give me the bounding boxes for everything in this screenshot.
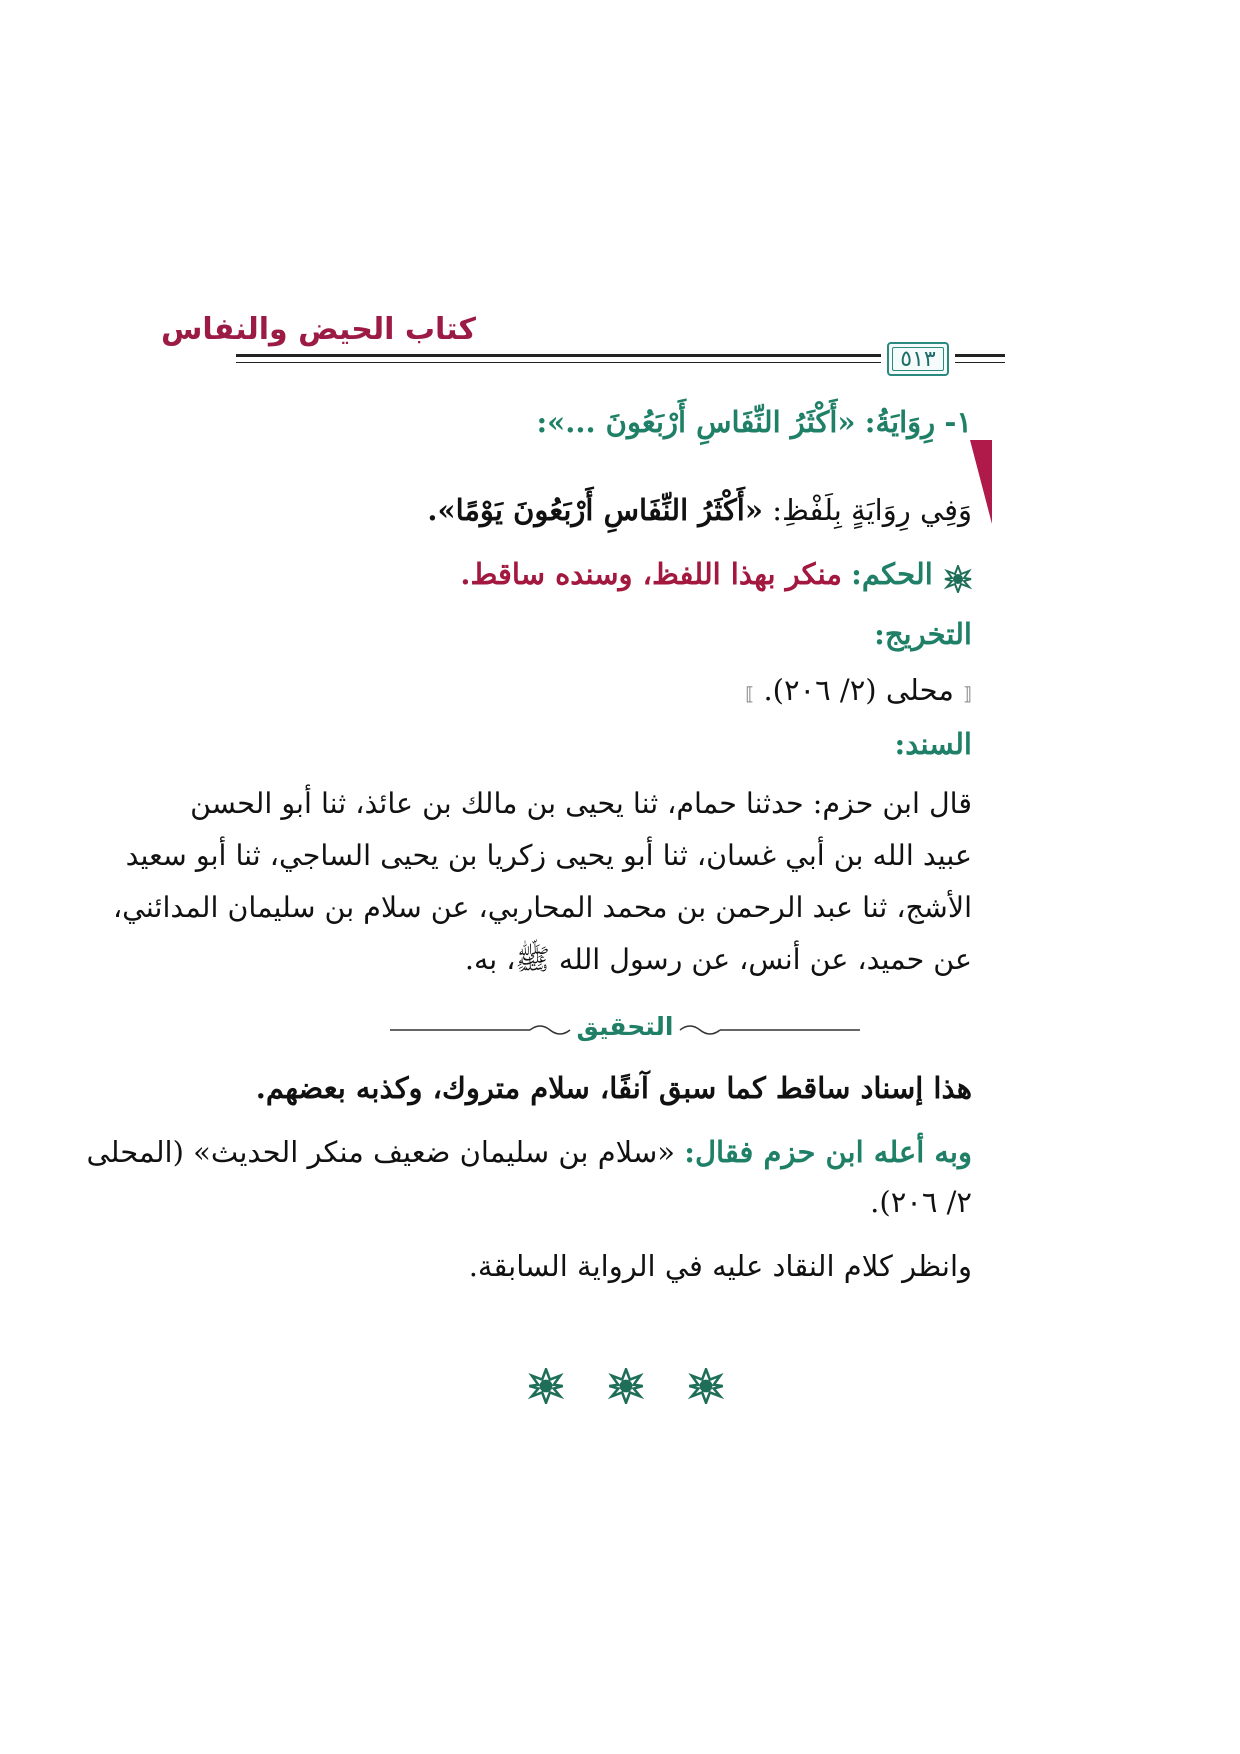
header-rule-right-bottom (955, 362, 1005, 363)
header-rule-right-top (955, 354, 1005, 357)
tahqiq-heading: التحقيق (576, 1012, 674, 1041)
header-rule-top (236, 354, 881, 357)
flower-ornament-icon (528, 1368, 558, 1398)
section-heading (212, 400, 972, 444)
narration-prefix: وَفِي رِوَايَةٍ بِلَفْظِ: (772, 493, 972, 527)
ruling-text: منكر بهذا اللفظ، وسنده ساقط. (460, 557, 842, 591)
illa-line-1 (86, 1130, 972, 1174)
sanad-line: عبيد الله بن أبي غسان، ثنا أبو يحيى زكريا بن يحيى الساجي، ثنا أبو سعيد (125, 839, 972, 872)
tahqiq-divider (390, 1010, 860, 1050)
page-number: ٥١٣ (900, 346, 936, 372)
ornate-bracket-icon: ⟦ (963, 684, 972, 705)
ornate-bracket-icon: ⟧ (745, 684, 755, 705)
takhrij-source: محلى (٢/ ٢٠٦). (763, 673, 954, 707)
takhrij-heading: التخريج: (874, 617, 972, 651)
flower-ornament-icon (942, 561, 972, 591)
riwaya-label: رِوَايَةُ: (864, 405, 936, 439)
illa-line-2: ٢/ ٢٠٦). (870, 1185, 972, 1219)
illa-text: «سلام بن سليمان ضعيف منكر الحديث» (المحلى (86, 1135, 676, 1169)
flower-ornament-icon (608, 1368, 638, 1398)
narration-text: «أَكْثَرُ النِّفَاسِ أَرْبَعُونَ يَوْمًا». (427, 493, 763, 527)
narration-line (212, 488, 972, 532)
book-title: كتاب الحيض والنفاس (160, 312, 476, 347)
riwaya-text: «أَكْثَرُ النِّفَاسِ أَرْبَعُونَ ...»: (536, 405, 856, 439)
section-number: ١- (944, 405, 972, 439)
corner-ribbon-icon (970, 440, 992, 524)
header-rule-bottom (236, 362, 881, 363)
end-ornaments (528, 1368, 718, 1408)
flower-ornament-icon (688, 1368, 718, 1398)
ruling-line (212, 552, 972, 596)
sanad-paragraph (112, 778, 972, 986)
takhrij-source-line (212, 668, 972, 717)
illa-label: وبه أعله ابن حزم فقال: (684, 1135, 972, 1169)
see-also-line: وانظر كلام النقاد عليه في الرواية السابقة. (468, 1249, 972, 1283)
sanad-line: عن حميد، عن أنس، عن رسول الله ﷺ، به. (464, 943, 972, 976)
tahqiq-summary: هذا إسناد ساقط كما سبق آنفًا، سلام متروك، وكذبه بعضهم. (255, 1071, 972, 1105)
page-number-badge (887, 342, 949, 376)
sanad-heading: السند: (894, 727, 972, 761)
ruling-label: الحكم: (851, 557, 933, 591)
sanad-line: الأشج، ثنا عبد الرحمن بن محمد المحاربي، عن سلام بن سليمان المدائني، (112, 891, 972, 924)
sanad-line: قال ابن حزم: حدثنا حمام، ثنا يحيى بن مالك بن عائذ، ثنا أبو الحسن (190, 787, 972, 820)
